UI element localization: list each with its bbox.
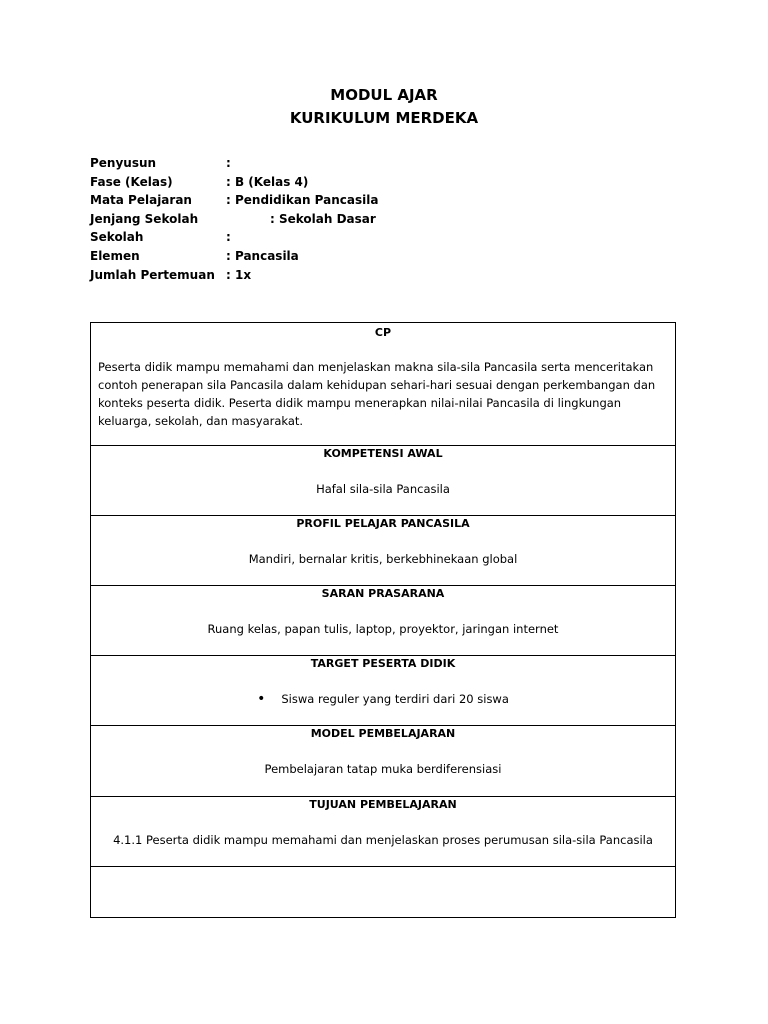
info-value: : Pendidikan Pancasila (226, 193, 379, 208)
section-saran-prasarana (91, 586, 675, 656)
section-heading: TUJUAN PEMBELAJARAN (309, 798, 457, 811)
info-value: : Sekolah Dasar (270, 211, 376, 226)
section-body: Mandiri, bernalar kritis, berkebhinekaan global (248, 552, 518, 566)
section-body: 4.1.1 Peserta didik mampu memahami dan menjelaskan proses perumusan sila-sila Pancasila (113, 833, 653, 847)
info-row-fase (90, 173, 590, 192)
info-row-penyusun (90, 154, 590, 173)
section-cp (91, 323, 675, 446)
section-kompetensi-awal (91, 446, 675, 516)
info-label: Penyusun (90, 156, 157, 170)
section-body: Hafal sila-sila Pancasila (316, 482, 450, 496)
section-profil-pelajar (91, 516, 675, 586)
info-row-elemen (90, 247, 590, 266)
info-value: : B (Kelas 4) (226, 174, 309, 189)
info-label: Mata Pelajaran (90, 193, 192, 208)
document-subtitle: KURIKULUM MERDEKA (289, 109, 479, 127)
info-value: : (226, 156, 231, 170)
info-row-jenjang-sekolah (90, 210, 590, 229)
section-heading: SARAN PRASARANA (321, 587, 445, 600)
modul-table (90, 322, 676, 918)
info-label: Sekolah (90, 230, 144, 245)
info-row-sekolah (90, 228, 590, 247)
section-tujuan-pembelajaran (91, 797, 675, 867)
info-row-jumlah-pertemuan (90, 266, 590, 285)
section-heading: PROFIL PELAJAR PANCASILA (296, 517, 470, 530)
info-label: Jenjang Sekolah (90, 211, 199, 226)
info-row-mata-pelajaran (90, 191, 590, 210)
section-target-peserta (91, 656, 675, 726)
info-value: : (226, 230, 231, 245)
section-heading: CP (374, 326, 392, 339)
section-body: Ruang kelas, papan tulis, laptop, proyektor, jaringan internet (207, 622, 559, 636)
info-value: : 1x (226, 267, 252, 282)
section-body: Pembelajaran tatap muka berdiferensiasi (264, 762, 502, 776)
bullet-icon: • (257, 691, 266, 707)
document-title: MODUL AJAR (330, 86, 438, 104)
section-heading: MODEL PEMBELAJARAN (310, 727, 456, 740)
info-block (90, 154, 590, 284)
bullet-item (91, 691, 675, 708)
info-label: Elemen (90, 248, 140, 263)
section-model-pembelajaran (91, 726, 675, 797)
section-empty (91, 867, 675, 917)
section-heading: KOMPETENSI AWAL (323, 447, 443, 460)
section-body: Peserta didik mampu memahami dan menjelaskan makna sila-sila Pancasila serta menceritakan contoh penerapan sila Pancasila dalam kehidupan sehari-hari sesuai dengan perkembangan dan konteks peserta didik. Peserta didik mampu menerapkan nilai-nilai Pancasila di lingkungan keluarga, sekolah, dan masyarakat. (98, 360, 656, 428)
info-label: Jumlah Pertemuan (90, 267, 215, 282)
info-label: Fase (Kelas) (90, 174, 173, 189)
bullet-text: Siswa reguler yang terdiri dari 20 siswa (281, 692, 509, 706)
section-heading: TARGET PESERTA DIDIK (310, 657, 456, 670)
info-value: : Pancasila (226, 248, 299, 263)
